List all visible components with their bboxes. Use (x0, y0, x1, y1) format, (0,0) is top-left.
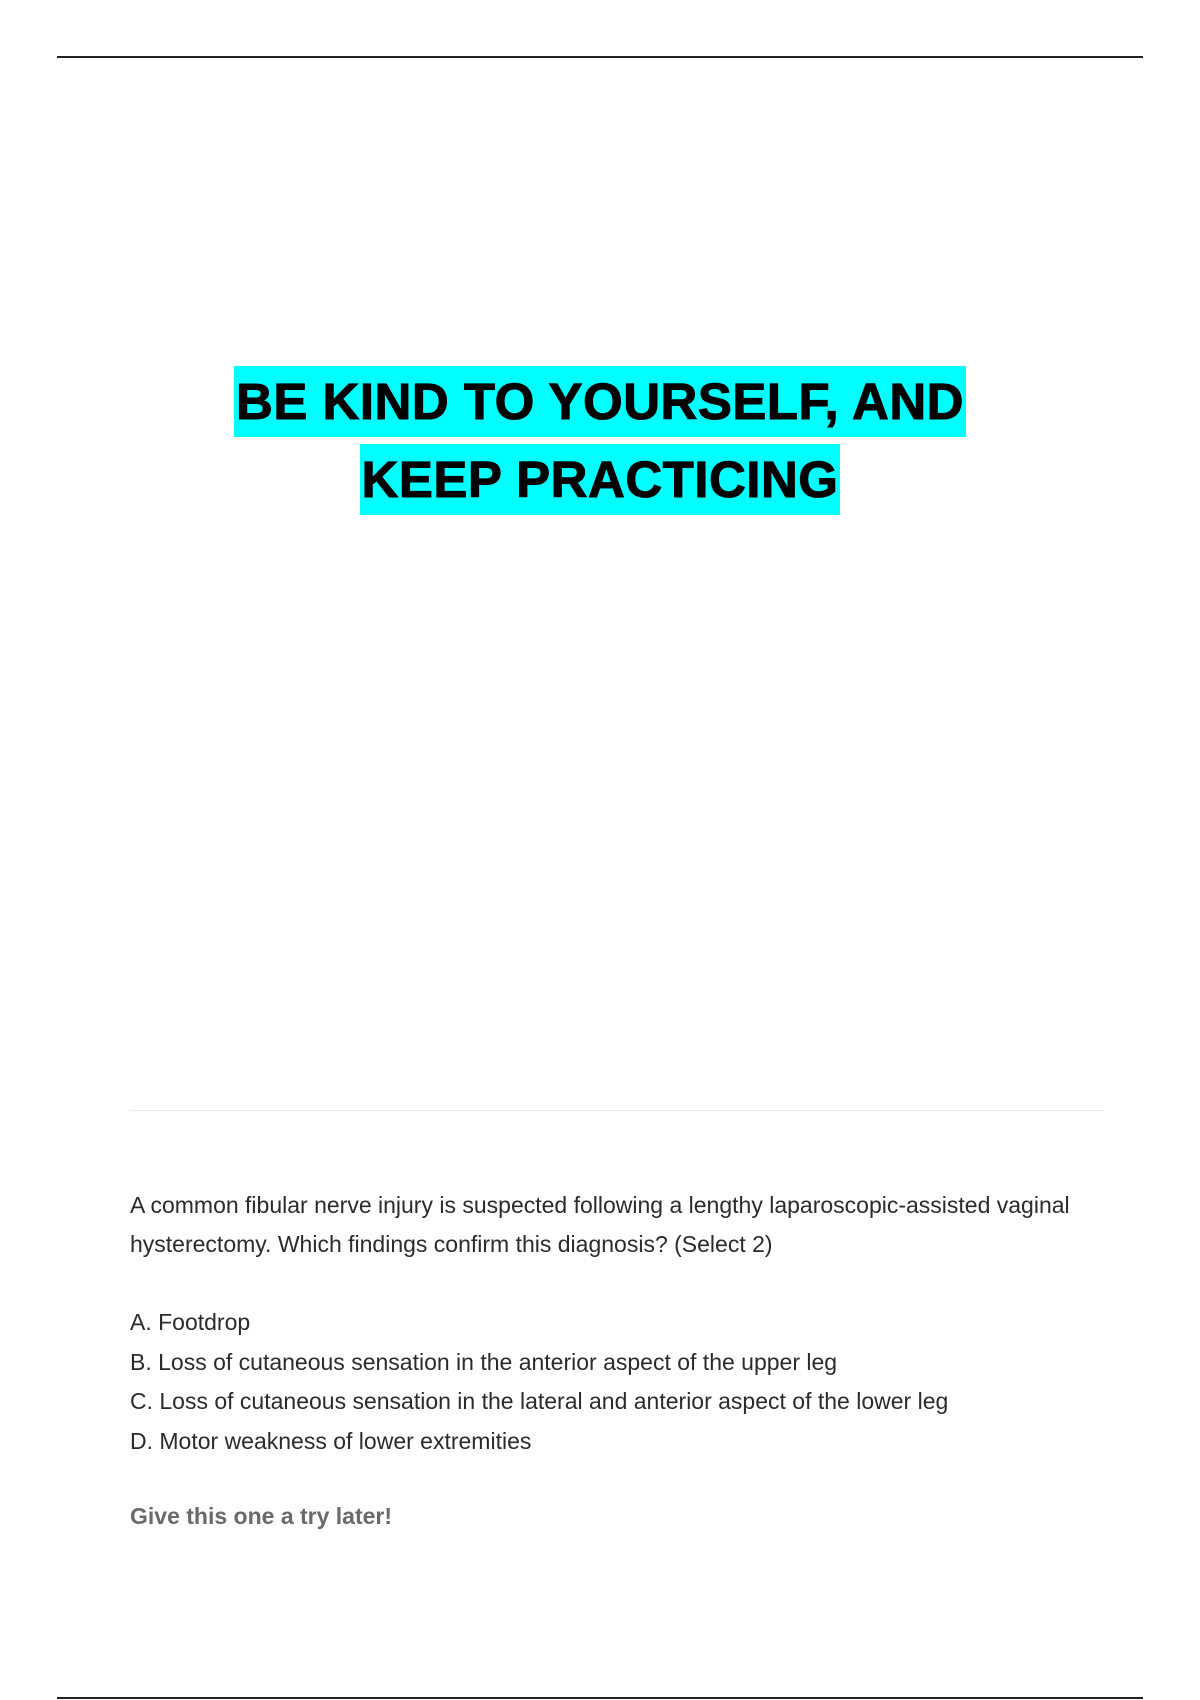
bottom-rule (57, 1697, 1143, 1699)
motivational-banner (0, 366, 1200, 522)
option-a[interactable]: A. Footdrop (130, 1309, 251, 1335)
try-later-hint: Give this one a try later! (130, 1503, 393, 1529)
section-divider (130, 1110, 1104, 1111)
banner-line-2: KEEP PRACTICING (360, 444, 841, 515)
option-c[interactable]: C. Loss of cutaneous sensation in the lateral and anterior aspect of the lower leg (130, 1388, 949, 1414)
banner-line-1: BE KIND TO YOURSELF, AND (234, 366, 966, 437)
top-rule (57, 56, 1143, 58)
option-b[interactable]: B. Loss of cutaneous sensation in the anterior aspect of the upper leg (130, 1348, 838, 1375)
option-d[interactable]: D. Motor weakness of lower extremities (130, 1427, 532, 1454)
answer-options (130, 1303, 1090, 1461)
question-text: A common fibular nerve injury is suspected following a lengthy laparoscopic-assisted vaginal hysterectomy. Which findings confirm this diagnosis? (Select 2) (130, 1192, 1070, 1257)
